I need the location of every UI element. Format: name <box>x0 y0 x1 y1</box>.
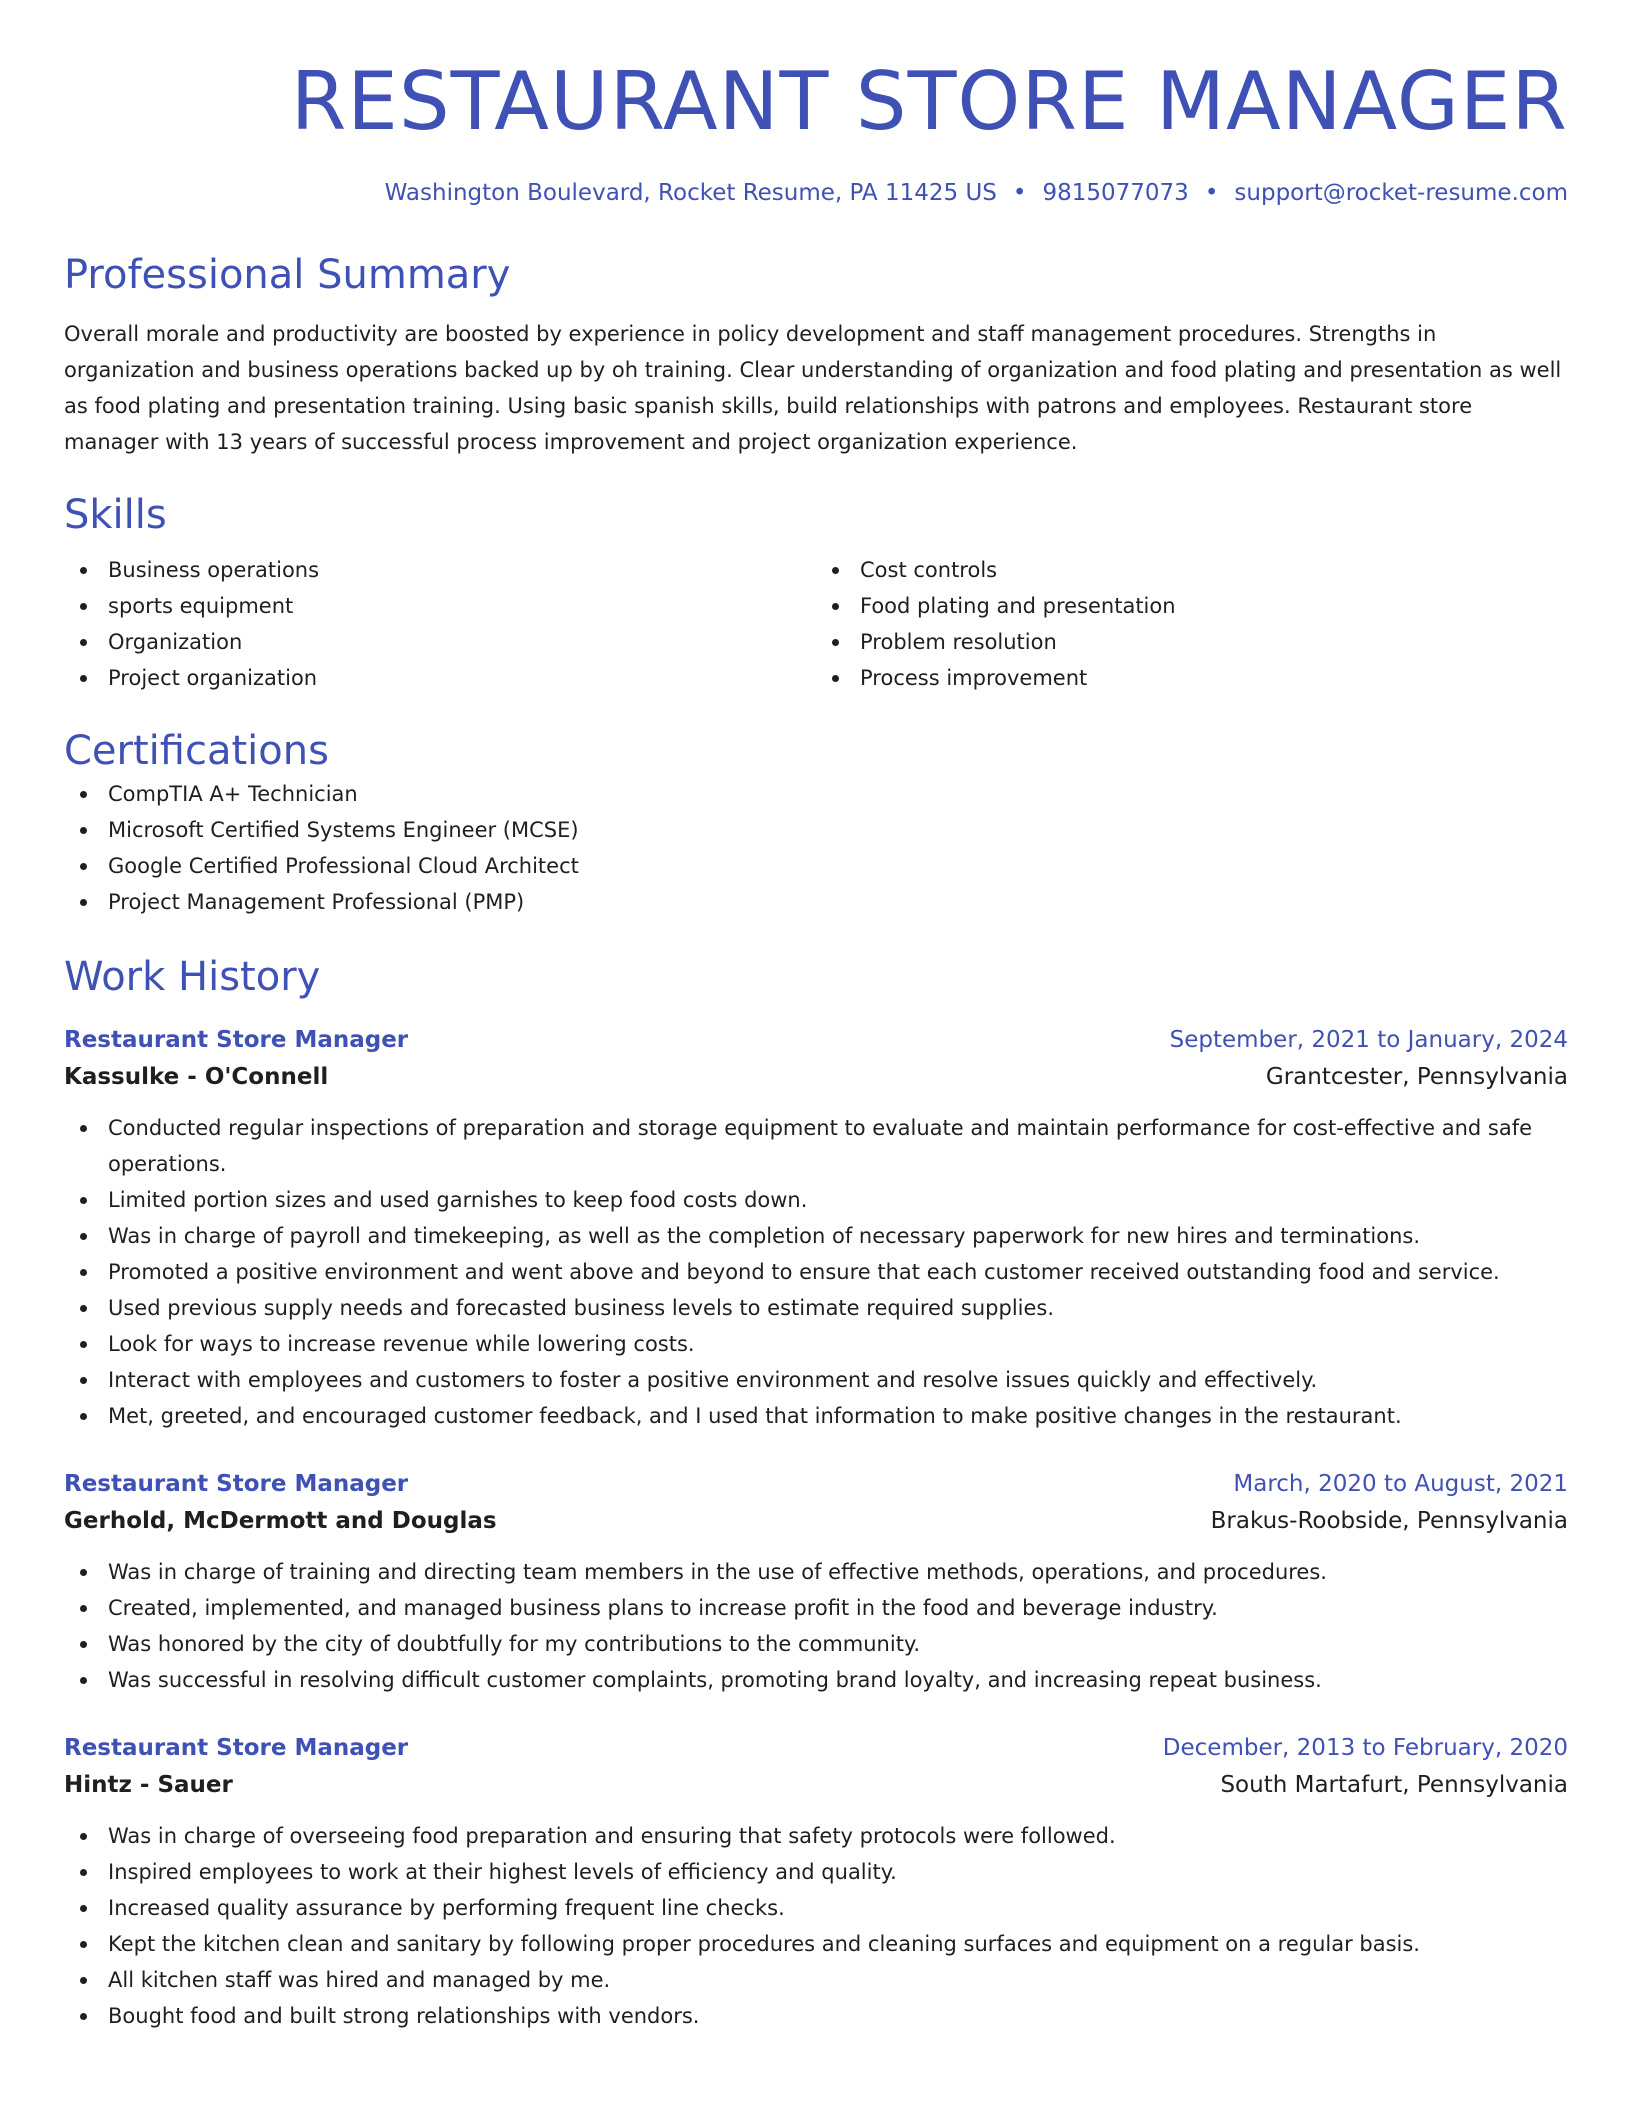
job-location: Grantcester, Pennsylvania <box>1265 1064 1568 1090</box>
job-duty: Kept the kitchen clean and sanitary by following proper procedures and cleaning surfaces and equipment on a regular basis. <box>64 1926 1568 1962</box>
job-company: Kassulke - O'Connell <box>64 1064 329 1090</box>
skills-heading: Skills <box>64 492 167 538</box>
resume-content <box>64 0 1568 2034</box>
job-title: Restaurant Store Manager <box>64 1471 409 1497</box>
job-company-row <box>64 1766 1568 1804</box>
job-duty: Look for ways to increase revenue while lowering costs. <box>64 1326 1568 1362</box>
job-duty: Increased quality assurance by performing frequent line checks. <box>64 1890 1568 1926</box>
skill-item: sports equipment <box>64 588 816 624</box>
certifications-heading: Certifications <box>64 728 329 774</box>
certifications-list <box>64 776 1568 920</box>
skill-item: Process improvement <box>816 660 1568 696</box>
job-dates: December, 2013 to February, 2020 <box>1162 1735 1568 1761</box>
summary-text: Overall morale and productivity are boosted by experience in policy development and staff management procedures. Strengths in organization and business operations backed up by oh training. Clear understanding of organization and food plating and presentation as well as food plating and presentation training. Using basic spanish skills, build relationships with patrons and employees. Restaurant store manager with 13 years of successful process improvement and project organization experience. <box>64 322 1562 454</box>
contact-separator: • <box>1012 180 1027 206</box>
summary-heading: Professional Summary <box>64 252 511 298</box>
skill-item: Cost controls <box>816 552 1568 588</box>
job-company: Gerhold, McDermott and Douglas <box>64 1508 497 1534</box>
contact-address: Washington Boulevard, Rocket Resume, PA 11425 US <box>384 180 997 206</box>
skills-list-left <box>64 552 816 696</box>
job-duty: Was in charge of payroll and timekeeping, as well as the completion of necessary paperwork for new hires and terminations. <box>64 1218 1568 1254</box>
job-duties-list <box>64 1818 1568 2034</box>
job-title-row <box>64 1466 1568 1502</box>
job-dates: March, 2020 to August, 2021 <box>1233 1471 1568 1497</box>
certification-item: Microsoft Certified Systems Engineer (MCSE) <box>64 812 1568 848</box>
contact-phone: 9815077073 <box>1042 180 1189 206</box>
skill-item: Organization <box>64 624 816 660</box>
job-duty: All kitchen staff was hired and managed by me. <box>64 1962 1568 1998</box>
skill-item: Business operations <box>64 552 816 588</box>
job-title-row <box>64 1730 1568 1766</box>
job-duties-list <box>64 1554 1568 1698</box>
contact-line <box>64 178 1568 208</box>
certification-item: Google Certified Professional Cloud Architect <box>64 848 1568 884</box>
job-duty: Was in charge of overseeing food preparation and ensuring that safety protocols were followed. <box>64 1818 1568 1854</box>
job-company-row <box>64 1058 1568 1096</box>
contact-separator: • <box>1204 180 1219 206</box>
job-duty: Was honored by the city of doubtfully for my contributions to the community. <box>64 1626 1568 1662</box>
job-duty: Inspired employees to work at their highest levels of efficiency and quality. <box>64 1854 1568 1890</box>
job-duty: Was successful in resolving difficult customer complaints, promoting brand loyalty, and increasing repeat business. <box>64 1662 1568 1698</box>
job-title: Restaurant Store Manager <box>64 1735 409 1761</box>
job-title: Restaurant Store Manager <box>64 1027 409 1053</box>
skill-item: Problem resolution <box>816 624 1568 660</box>
job-location: Brakus-Roobside, Pennsylvania <box>1210 1508 1568 1534</box>
job-duties-list <box>64 1110 1568 1434</box>
contact-email[interactable]: support@rocket-resume.com <box>1234 180 1568 206</box>
job-entry <box>64 1466 1568 1698</box>
skills-columns <box>64 552 1568 696</box>
job-dates: September, 2021 to January, 2024 <box>1169 1027 1568 1053</box>
job-duty: Was in charge of training and directing team members in the use of effective methods, operations, and procedures. <box>64 1554 1568 1590</box>
certification-item: CompTIA A+ Technician <box>64 776 1568 812</box>
job-title-row <box>64 1022 1568 1058</box>
job-company-row <box>64 1502 1568 1540</box>
skill-item: Food plating and presentation <box>816 588 1568 624</box>
job-duty: Conducted regular inspections of preparation and storage equipment to evaluate and maintain performance for cost-effective and safe operations. <box>64 1110 1568 1182</box>
job-location: South Martafurt, Pennsylvania <box>1220 1772 1568 1798</box>
skills-list-right <box>816 552 1568 696</box>
job-duty: Met, greeted, and encouraged customer feedback, and I used that information to make positive changes in the restaurant. <box>64 1398 1568 1434</box>
job-entry <box>64 1730 1568 2034</box>
job-duty: Limited portion sizes and used garnishes to keep food costs down. <box>64 1182 1568 1218</box>
job-duty: Used previous supply needs and forecasted business levels to estimate required supplies. <box>64 1290 1568 1326</box>
job-duty: Interact with employees and customers to foster a positive environment and resolve issues quickly and effectively. <box>64 1362 1568 1398</box>
work-history-heading: Work History <box>64 954 321 1000</box>
certification-item: Project Management Professional (PMP) <box>64 884 1568 920</box>
job-duty: Bought food and built strong relationships with vendors. <box>64 1998 1568 2034</box>
resume-title: RESTAURANT STORE MANAGER <box>290 55 1568 148</box>
skill-item: Project organization <box>64 660 816 696</box>
job-duty: Promoted a positive environment and went above and beyond to ensure that each customer received outstanding food and service. <box>64 1254 1568 1290</box>
job-duty: Created, implemented, and managed business plans to increase profit in the food and beverage industry. <box>64 1590 1568 1626</box>
job-entry <box>64 1022 1568 1434</box>
job-company: Hintz - Sauer <box>64 1772 233 1798</box>
